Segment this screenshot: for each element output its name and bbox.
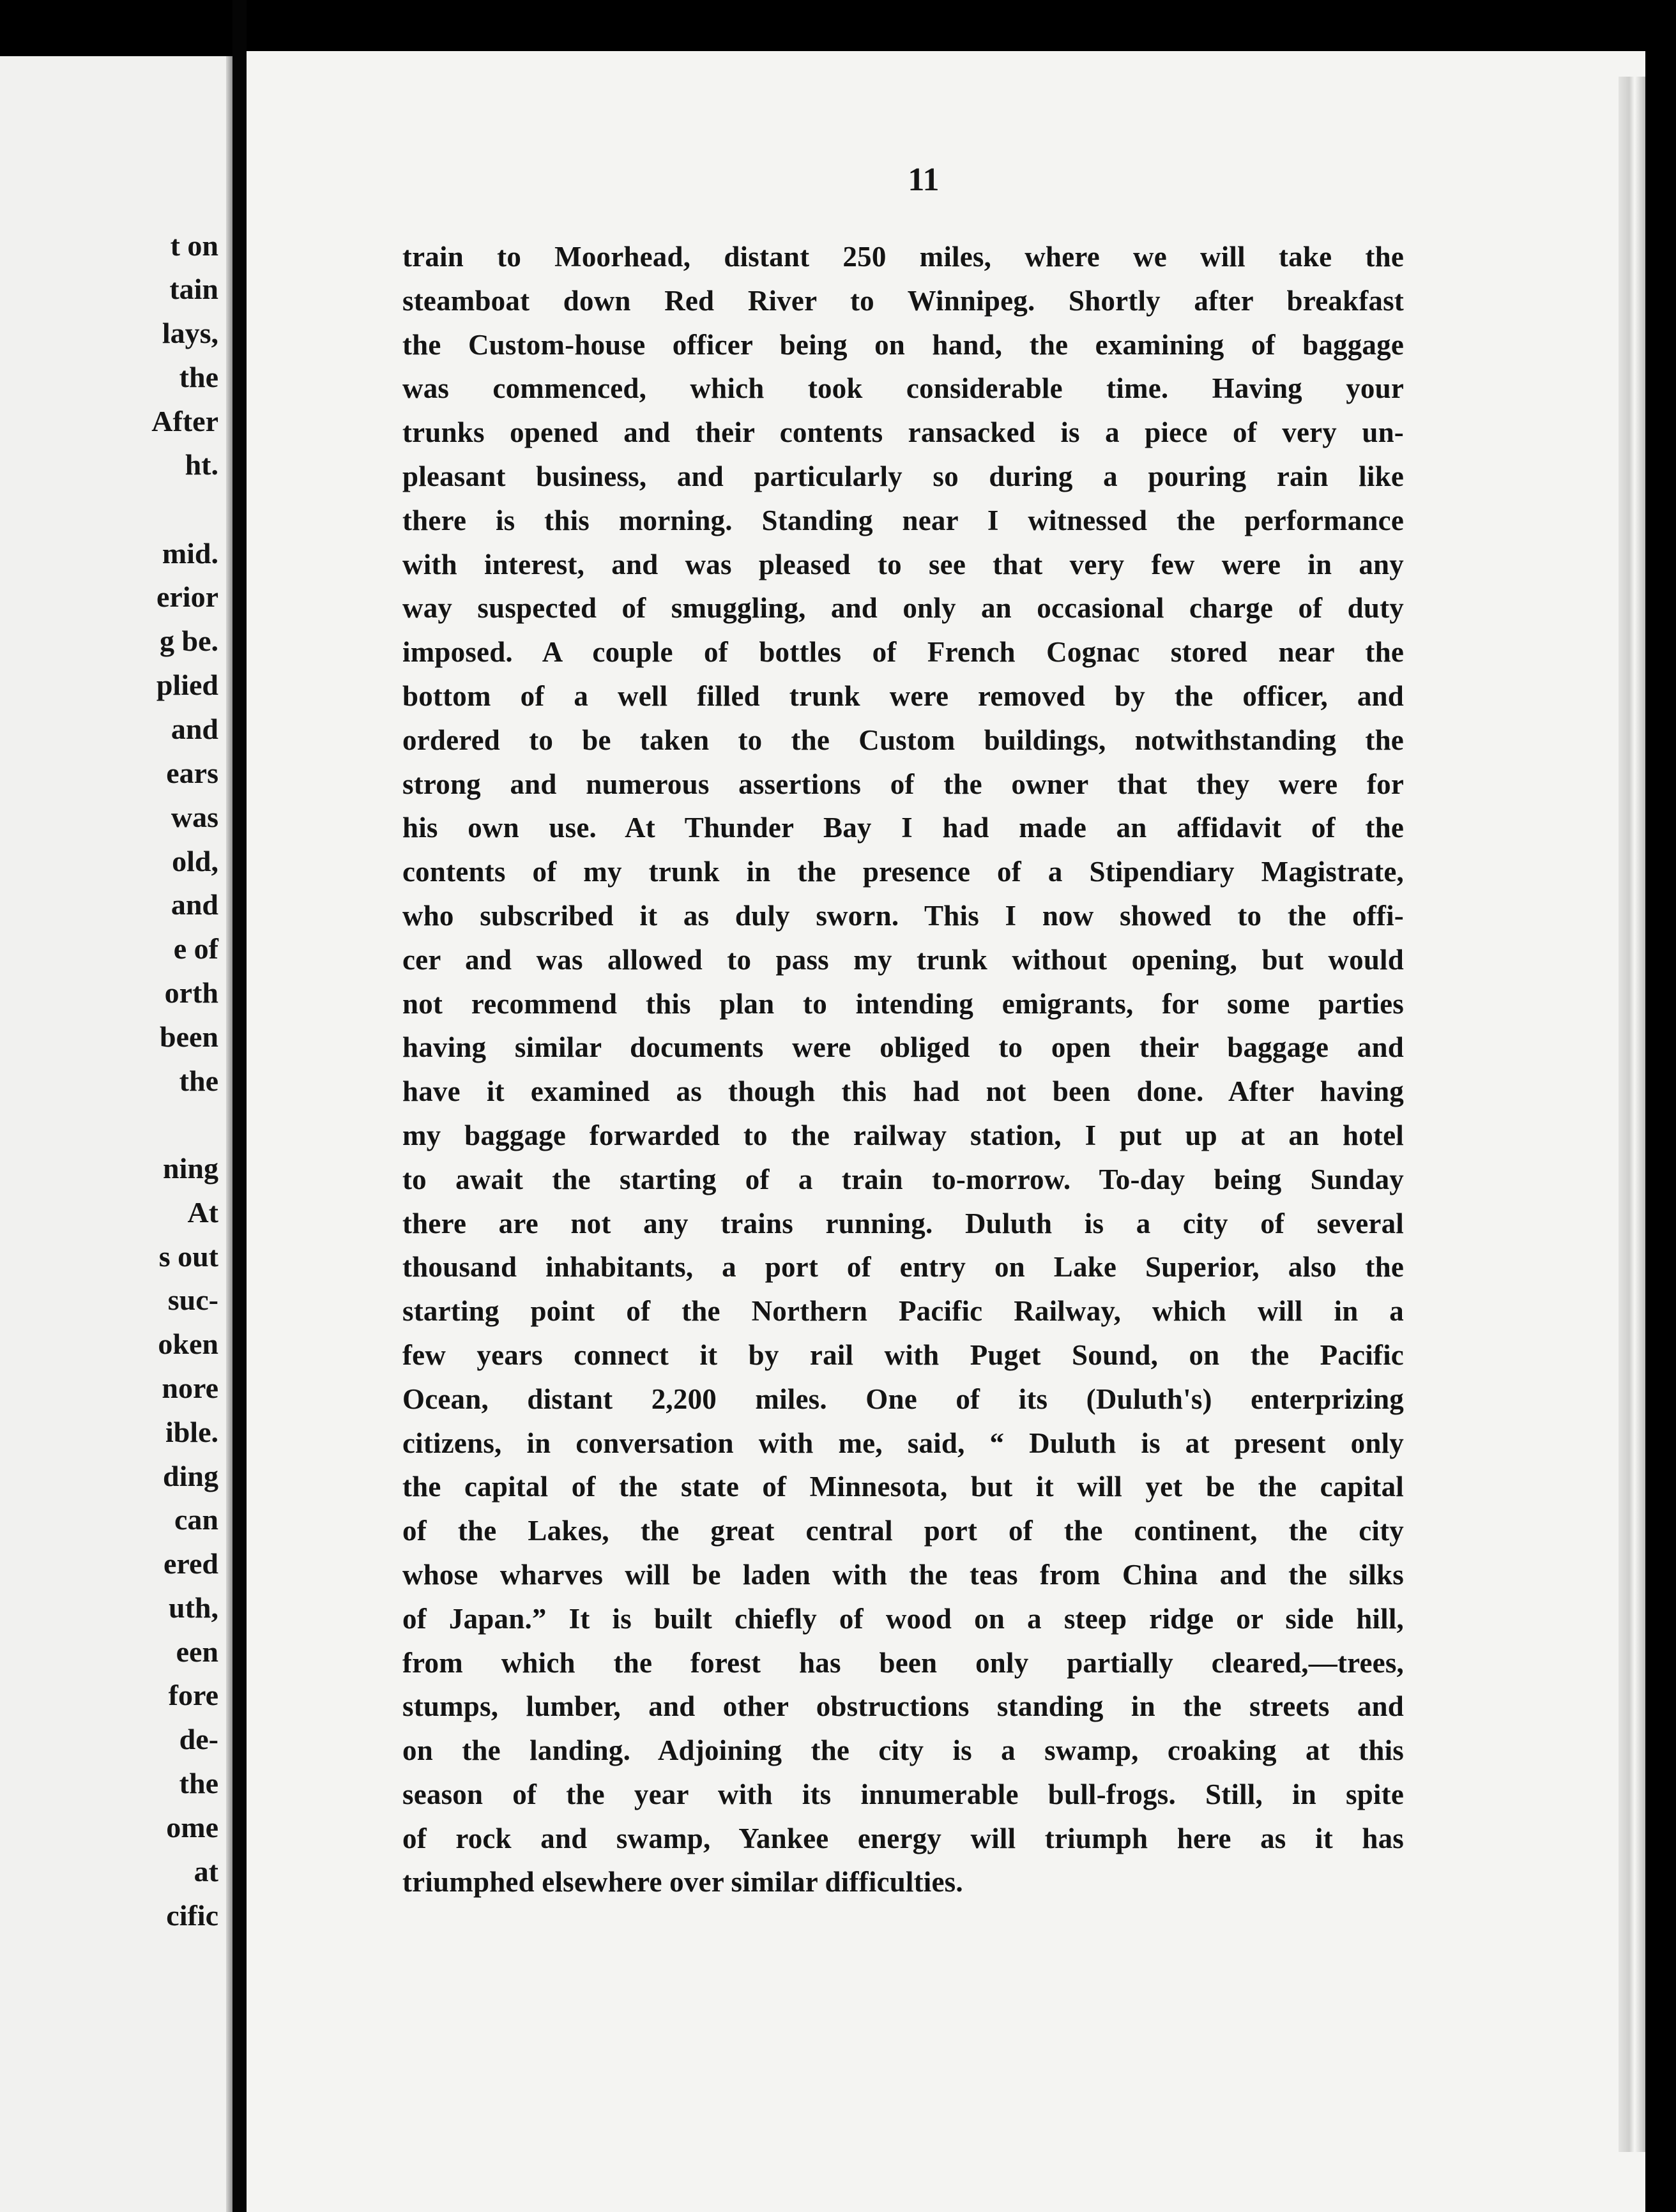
- current-page: [247, 51, 1645, 2212]
- text-line: imposed. A couple of bottles of French Cognac stored near the: [402, 636, 1404, 669]
- left-page-line-fragment: After: [151, 405, 218, 437]
- left-page-line-fragment: suc-: [167, 1284, 218, 1316]
- text-line: was commenced, which took considerable time. Having your: [402, 372, 1404, 405]
- left-page-line-fragment: t on: [170, 229, 218, 262]
- left-page-line-fragment: nore: [162, 1372, 218, 1404]
- left-page-line-fragment: s out: [158, 1240, 218, 1273]
- text-line: train to Moorhead, distant 250 miles, where we will take the: [402, 241, 1404, 273]
- text-line: stumps, lumber, and other obstructions standing in the streets and: [402, 1690, 1404, 1723]
- left-page-line-fragment: the: [179, 361, 218, 393]
- left-page-line-fragment: old,: [172, 845, 218, 877]
- left-page-line-fragment: At: [187, 1196, 218, 1229]
- text-line: starting point of the Northern Pacific Railway, which will in a: [402, 1295, 1404, 1328]
- text-line: steamboat down Red River to Winnipeg. Shortly after breakfast: [402, 284, 1404, 317]
- text-line: whose wharves will be laden with the teas from China and the silks: [402, 1558, 1404, 1591]
- text-line: of the Lakes, the great central port of the continent, the city: [402, 1515, 1404, 1547]
- page-number: 11: [908, 162, 940, 198]
- left-page-line-fragment: mid.: [162, 537, 218, 570]
- left-page-line-fragment: ht.: [185, 448, 218, 481]
- body-text: [402, 235, 1404, 1904]
- left-page-line-fragment: lays,: [162, 317, 218, 349]
- left-page-line-fragment: een: [176, 1635, 218, 1668]
- text-line: citizens, in conversation with me, said, “ Duluth is at present only: [402, 1427, 1404, 1459]
- text-line: thousand inhabitants, a port of entry on Lake Superior, also the: [402, 1251, 1404, 1284]
- text-line: triumphed elsewhere over similar difficulties.: [402, 1866, 963, 1898]
- left-page-line-fragment: g be.: [160, 625, 218, 657]
- left-page-gutter-shadow: [226, 56, 232, 2212]
- previous-page-fragment: [0, 56, 232, 2212]
- text-line: Ocean, distant 2,200 miles. One of its (Duluth's) enterprizing: [402, 1382, 1404, 1415]
- text-line: few years connect it by rail with Puget Sound, on the Pacific: [402, 1338, 1404, 1371]
- left-page-line-fragment: fore: [168, 1679, 218, 1711]
- left-page-line-fragment: orth: [164, 976, 218, 1009]
- text-line: way suspected of smuggling, and only an occasional charge of duty: [402, 592, 1404, 625]
- text-line: on the landing. Adjoining the city is a swamp, croaking at this: [402, 1734, 1404, 1767]
- text-line: to await the starting of a train to-morrow. To-day being Sunday: [402, 1163, 1404, 1195]
- text-line: strong and numerous assertions of the owner that they were for: [402, 768, 1404, 800]
- text-line: season of the year with its innumerable bull-frogs. Still, in spite: [402, 1778, 1404, 1810]
- text-line: the Custom-house officer being on hand, the examining of baggage: [402, 328, 1404, 361]
- left-page-line-fragment: was: [171, 801, 218, 833]
- left-page-line-fragment: at: [194, 1855, 218, 1888]
- left-page-line-fragment: and: [171, 713, 218, 745]
- text-line: from which the forest has been only partially cleared,—trees,: [402, 1646, 1404, 1679]
- text-line: cer and was allowed to pass my trunk without opening, but would: [402, 943, 1404, 976]
- text-line: there are not any trains running. Duluth is a city of several: [402, 1207, 1404, 1239]
- left-page-line-fragment: erior: [156, 580, 218, 613]
- text-line: the capital of the state of Minnesota, but it will yet be the capital: [402, 1471, 1404, 1503]
- left-page-line-fragment: the: [179, 1064, 218, 1097]
- left-page-line-fragment: tain: [169, 273, 218, 305]
- left-page-line-fragment: de-: [179, 1723, 218, 1755]
- text-line: have it examined as though this had not been done. After having: [402, 1075, 1404, 1108]
- text-line: with interest, and was pleased to see that very few were in any: [402, 548, 1404, 580]
- text-line: contents of my trunk in the presence of a Stipendiary Magistrate,: [402, 856, 1404, 888]
- left-page-line-fragment: ered: [163, 1547, 218, 1580]
- left-page-line-fragment: can: [174, 1503, 218, 1536]
- left-page-line-fragment: and: [171, 888, 218, 921]
- text-line: there is this morning. Standing near I witnessed the performance: [402, 504, 1404, 536]
- left-page-line-fragment: ning: [163, 1152, 218, 1185]
- left-page-line-fragment: oken: [158, 1328, 218, 1360]
- left-page-line-fragment: ible.: [165, 1416, 218, 1448]
- left-page-line-fragment: ome: [166, 1811, 218, 1844]
- text-line: of Japan.” It is built chiefly of wood on a steep ridge or side hill,: [402, 1602, 1404, 1635]
- text-line: my baggage forwarded to the railway station, I put up at an hotel: [402, 1119, 1404, 1151]
- text-line: pleasant business, and particularly so during a pouring rain like: [402, 460, 1404, 492]
- left-page-line-fragment: e of: [173, 932, 218, 965]
- left-page-line-fragment: the: [179, 1767, 218, 1799]
- left-page-line-fragment: cific: [166, 1899, 218, 1932]
- left-page-line-fragment: uth,: [169, 1591, 218, 1624]
- text-line: trunks opened and their contents ransacked is a piece of very un-: [402, 416, 1404, 449]
- left-page-line-fragment: plied: [156, 669, 218, 701]
- left-page-line-fragment: ding: [163, 1460, 218, 1492]
- page-edge-shading: [1619, 77, 1645, 2152]
- text-line: who subscribed it as duly sworn. This I now showed to the offi-: [402, 899, 1404, 932]
- left-page-line-fragment: ears: [166, 757, 218, 789]
- text-line: of rock and swamp, Yankee energy will triumph here as it has: [402, 1822, 1404, 1854]
- left-page-line-fragment: been: [160, 1020, 218, 1053]
- text-line: bottom of a well filled trunk were removed by the officer, and: [402, 679, 1404, 712]
- text-line: not recommend this plan to intending emigrants, for some parties: [402, 987, 1404, 1020]
- text-line: ordered to be taken to the Custom buildings, notwithstanding the: [402, 723, 1404, 756]
- text-line: having similar documents were obliged to open their baggage and: [402, 1031, 1404, 1064]
- text-line: his own use. At Thunder Bay I had made an affidavit of the: [402, 812, 1404, 844]
- book-spine-gap: [232, 0, 247, 2212]
